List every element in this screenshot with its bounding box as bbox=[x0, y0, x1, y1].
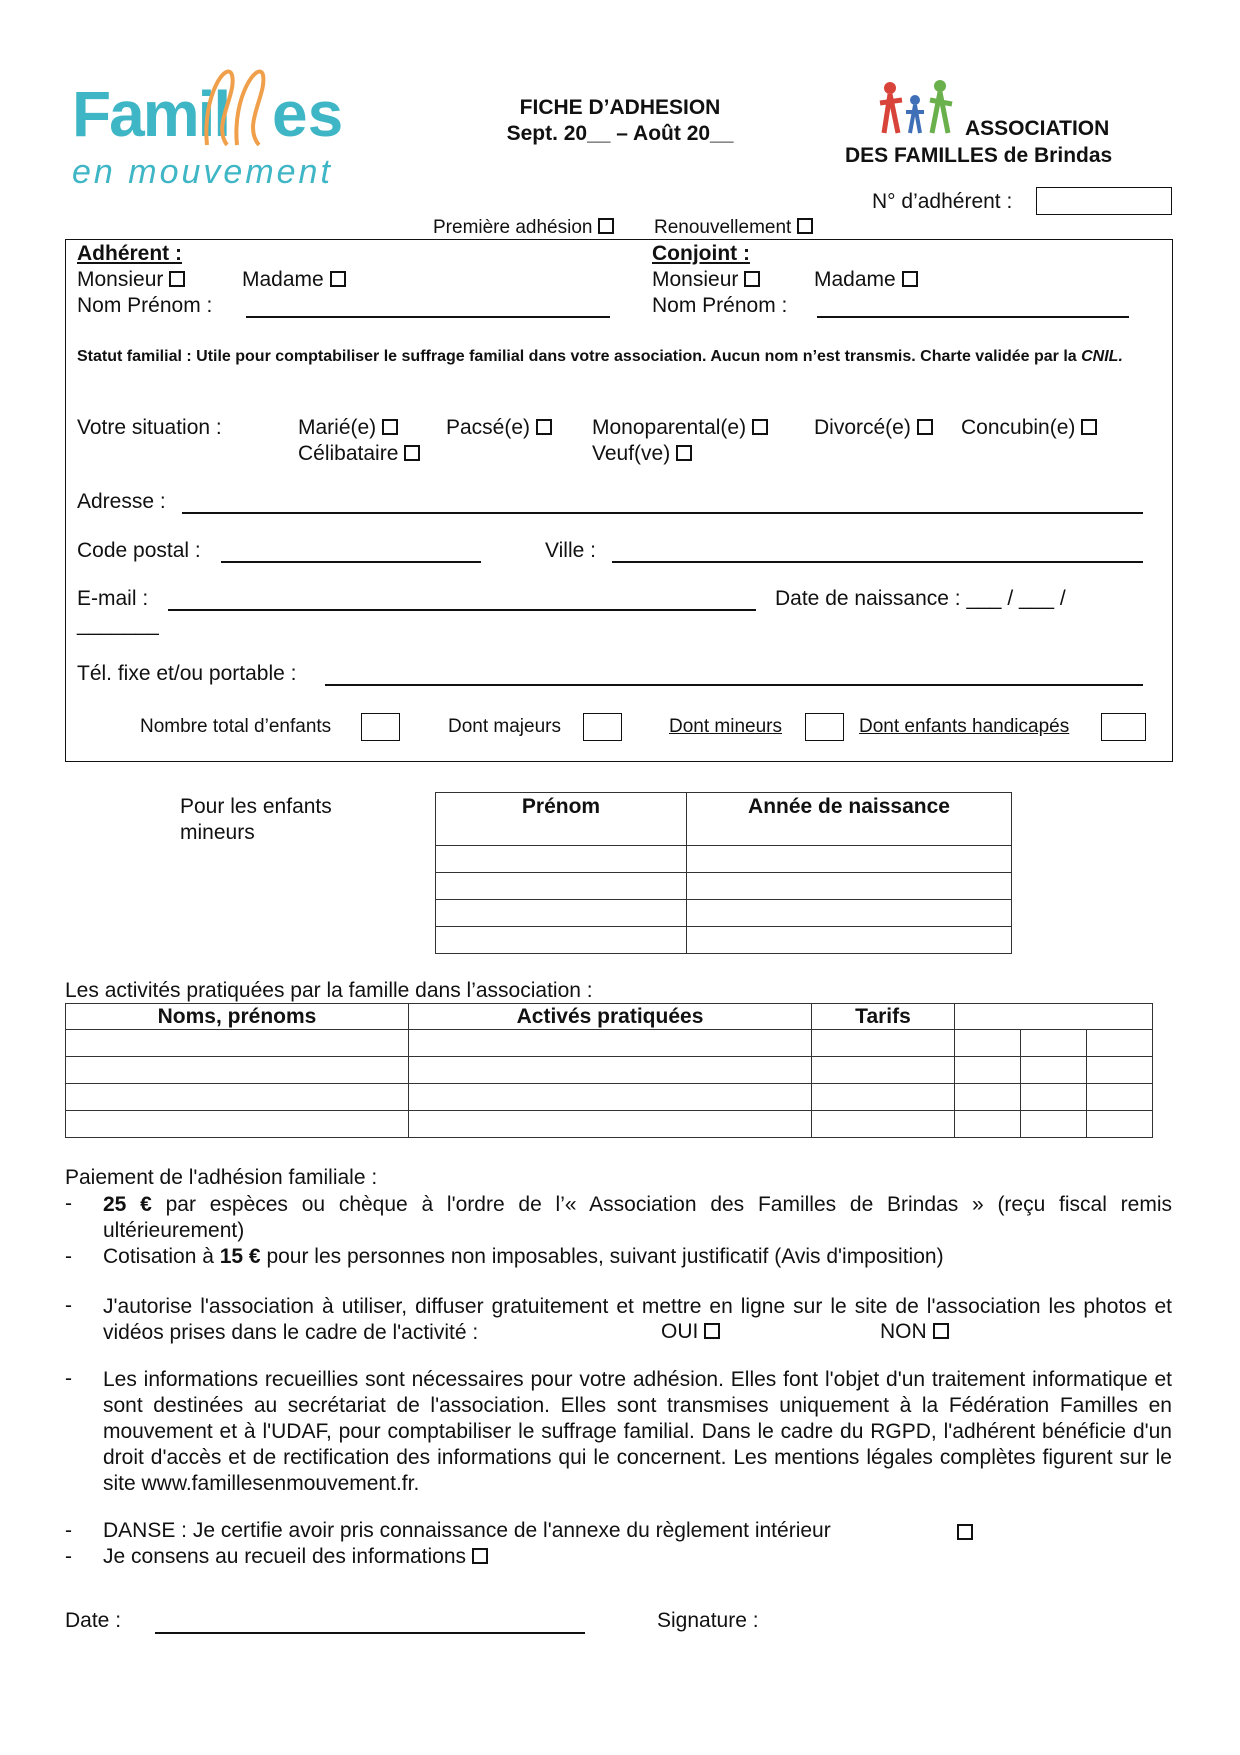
association-name-1: ASSOCIATION bbox=[965, 117, 1110, 140]
conjoint-monsieur-label: Monsieur bbox=[652, 268, 739, 291]
table-row bbox=[66, 1111, 1153, 1138]
situation-widowed-label: Veuf(ve) bbox=[592, 442, 671, 465]
renewal-option[interactable] bbox=[654, 217, 813, 239]
table-cell[interactable] bbox=[409, 1030, 812, 1057]
conjoint-monsieur-option[interactable] bbox=[652, 268, 760, 292]
form-period: Sept. 20__ – Août 20__ bbox=[506, 122, 734, 145]
table-cell[interactable] bbox=[66, 1111, 409, 1138]
table-cell[interactable] bbox=[66, 1084, 409, 1111]
situation-cohabiting-checkbox[interactable] bbox=[1081, 419, 1097, 435]
payment-heading: Paiement de l'adhésion familiale : bbox=[65, 1166, 378, 1189]
payment-dash-1: - bbox=[65, 1192, 72, 1215]
table-cell[interactable] bbox=[1021, 1030, 1087, 1057]
logo-famil: Famil bbox=[72, 78, 230, 150]
children-total-label: Nombre total d’enfants bbox=[140, 716, 332, 737]
rgpd-text: Les informations recueillies sont nécessaires pour votre adhésion. Elles font l'objet d'un traitement informatique et sont destinées au secrétariat de l'association. Elles sont transmises uniquement à la Fédération Familles en mouvement et à l'UDAF, pour comptabiliser le suffrage familial. Dans le cadre du RGPD, l'adhérent bénéficie d'un droit d'accès et de rectification des informations qui le concernent. Les mentions légales complètes figurent sur le site www.famillesenmouvement.fr. bbox=[103, 1368, 1172, 1495]
table-cell[interactable] bbox=[436, 927, 687, 954]
activities-header-activities: Activés pratiquées bbox=[409, 1004, 812, 1030]
table-cell[interactable] bbox=[409, 1057, 812, 1084]
activities-table bbox=[65, 1003, 1153, 1138]
minors-header-firstname: Prénom bbox=[436, 793, 687, 846]
table-row bbox=[436, 900, 1012, 927]
statut-text: Utile pour comptabiliser le suffrage familial dans votre association. Aucun nom n’est transmis. Charte validée par la bbox=[196, 348, 1082, 365]
table-cell[interactable] bbox=[1087, 1030, 1153, 1057]
situation-pacs-checkbox[interactable] bbox=[536, 419, 552, 435]
conjoint-name-field[interactable] bbox=[817, 316, 1129, 318]
situation-single-checkbox[interactable] bbox=[404, 445, 420, 461]
adherent-name-label: Nom Prénom : bbox=[77, 294, 213, 317]
situation-widowed[interactable] bbox=[592, 442, 692, 466]
adherent-name-field[interactable] bbox=[246, 316, 610, 318]
adherent-madame-option[interactable] bbox=[242, 268, 346, 292]
payment-amount-15: 15 € bbox=[219, 1245, 261, 1268]
situation-widowed-checkbox[interactable] bbox=[676, 445, 692, 461]
situation-married[interactable] bbox=[298, 416, 398, 440]
children-total-input[interactable] bbox=[361, 713, 400, 741]
email-label: E-mail : bbox=[77, 587, 149, 610]
table-row bbox=[436, 927, 1012, 954]
payment-item-1 bbox=[103, 1192, 1172, 1244]
table-cell[interactable] bbox=[1087, 1057, 1153, 1084]
dance-consent-checkbox[interactable] bbox=[957, 1524, 973, 1540]
adherent-heading: Adhérent : bbox=[77, 242, 182, 265]
table-row bbox=[66, 1057, 1153, 1084]
conjoint-name-label: Nom Prénom : bbox=[652, 294, 788, 317]
renewal-checkbox[interactable] bbox=[797, 218, 813, 234]
member-number-label: N° d’adhérent : bbox=[872, 190, 1013, 213]
table-cell[interactable] bbox=[812, 1111, 955, 1138]
statut-label: Statut familial : bbox=[77, 348, 192, 365]
situation-label: Votre situation : bbox=[77, 416, 222, 439]
conjoint-madame-label: Madame bbox=[814, 268, 896, 291]
payment-amount-25: 25 € bbox=[103, 1193, 152, 1216]
table-cell[interactable] bbox=[409, 1111, 812, 1138]
logo-subtitle: en mouvement bbox=[72, 153, 333, 191]
conjoint-heading: Conjoint : bbox=[652, 242, 750, 265]
table-cell[interactable] bbox=[66, 1030, 409, 1057]
payment-item-2-pre: Cotisation à bbox=[103, 1245, 220, 1268]
birth-date-field[interactable]: Date de naissance : ___ / ___ / bbox=[775, 587, 1066, 610]
photo-consent-yes-label: OUI bbox=[661, 1320, 699, 1343]
table-cell[interactable] bbox=[955, 1111, 1021, 1138]
table-cell[interactable] bbox=[955, 1084, 1021, 1111]
email-field[interactable] bbox=[168, 609, 756, 611]
children-disabled-input[interactable] bbox=[1101, 713, 1146, 741]
collect-consent-option[interactable] bbox=[103, 1545, 488, 1569]
table-cell[interactable] bbox=[812, 1030, 955, 1057]
situation-married-checkbox[interactable] bbox=[382, 419, 398, 435]
city-label: Ville : bbox=[545, 539, 596, 562]
situation-divorced-checkbox[interactable] bbox=[917, 419, 933, 435]
children-adults-input[interactable] bbox=[583, 713, 622, 741]
situation-single-parent-checkbox[interactable] bbox=[752, 419, 768, 435]
first-membership-label: Première adhésion bbox=[433, 217, 593, 238]
adherent-madame-checkbox[interactable] bbox=[330, 271, 346, 287]
postal-code-label: Code postal : bbox=[77, 539, 201, 562]
activities-header-prices: Tarifs bbox=[812, 1004, 955, 1030]
payment-item-2-text: pour les personnes non imposables, suivant justificatif (Avis d'imposition) bbox=[260, 1245, 944, 1268]
postal-code-field[interactable] bbox=[221, 561, 481, 563]
minors-side-label-2: mineurs bbox=[180, 821, 255, 844]
children-minors-label: Dont mineurs bbox=[669, 716, 782, 737]
table-cell[interactable] bbox=[812, 1084, 955, 1111]
conjoint-madame-option[interactable] bbox=[814, 268, 918, 292]
address-label: Adresse : bbox=[77, 490, 166, 513]
situation-single-label: Célibataire bbox=[298, 442, 399, 465]
rgpd-dash: - bbox=[65, 1367, 72, 1390]
photo-consent-no-label: NON bbox=[880, 1320, 927, 1343]
first-membership-checkbox[interactable] bbox=[598, 218, 614, 234]
table-cell[interactable] bbox=[687, 873, 1012, 900]
photo-dash: - bbox=[65, 1294, 72, 1317]
children-adults-label: Dont majeurs bbox=[448, 716, 561, 737]
activities-header-names: Noms, prénoms bbox=[66, 1004, 409, 1030]
minors-table bbox=[435, 792, 1012, 954]
collect-consent-label: Je consens au recueil des informations bbox=[103, 1545, 467, 1568]
date-label: Date : bbox=[65, 1609, 122, 1632]
photo-consent-text: J'autorise l'association à utiliser, diffuser gratuitement et mettre en ligne sur le site de l'association les photos et vidéos prises dans le cadre de l'activité : bbox=[103, 1295, 1172, 1344]
conjoint-monsieur-checkbox[interactable] bbox=[744, 271, 760, 287]
phone-field[interactable] bbox=[325, 684, 1143, 686]
table-cell[interactable] bbox=[1087, 1111, 1153, 1138]
first-membership-option[interactable] bbox=[433, 217, 614, 239]
children-minors-input[interactable] bbox=[805, 713, 844, 741]
table-cell[interactable] bbox=[1021, 1111, 1087, 1138]
form-title: FICHE D’ADHESION bbox=[519, 96, 721, 119]
table-cell[interactable] bbox=[436, 873, 687, 900]
member-number-input[interactable] bbox=[1036, 187, 1172, 215]
table-cell[interactable] bbox=[1021, 1084, 1087, 1111]
photo-consent-no-checkbox[interactable] bbox=[933, 1323, 949, 1339]
statut-familial-note bbox=[77, 346, 1159, 368]
activities-header-empty bbox=[955, 1004, 1153, 1030]
payment-item-2 bbox=[103, 1245, 1172, 1269]
dance-dash: - bbox=[65, 1519, 72, 1542]
payment-item-1-text: par espèces ou chèque à l'ordre de l’« Association des Familles de Brindas » (reçu fiscal remis ultérieurement) bbox=[103, 1193, 1173, 1242]
collect-dash: - bbox=[65, 1545, 72, 1568]
date-field[interactable] bbox=[155, 1632, 585, 1634]
table-cell[interactable] bbox=[687, 927, 1012, 954]
adherent-monsieur-checkbox[interactable] bbox=[169, 271, 185, 287]
situation-cohabiting[interactable] bbox=[961, 416, 1097, 440]
table-cell[interactable] bbox=[1087, 1084, 1153, 1111]
table-row bbox=[66, 1084, 1153, 1111]
statut-cnil: CNIL. bbox=[1081, 348, 1123, 365]
table-cell[interactable] bbox=[409, 1084, 812, 1111]
city-field[interactable] bbox=[612, 561, 1143, 563]
association-name-2: DES FAMILLES de Brindas bbox=[845, 144, 1113, 167]
table-row bbox=[66, 1030, 1153, 1057]
table-cell[interactable] bbox=[436, 900, 687, 927]
birth-date-year[interactable]: _______ bbox=[77, 613, 159, 636]
payment-dash-2: - bbox=[65, 1245, 72, 1268]
situation-married-label: Marié(e) bbox=[298, 416, 377, 439]
situation-single-parent-label: Monoparental(e) bbox=[592, 416, 747, 439]
photo-consent-yes[interactable] bbox=[657, 1320, 720, 1344]
phone-label: Tél. fixe et/ou portable : bbox=[77, 662, 297, 685]
minors-side-label-1: Pour les enfants bbox=[180, 795, 332, 818]
dance-consent-text: DANSE : Je certifie avoir pris connaissance de l'annexe du règlement intérieur bbox=[103, 1519, 831, 1542]
situation-cohabiting-label: Concubin(e) bbox=[961, 416, 1076, 439]
table-cell[interactable] bbox=[66, 1057, 409, 1084]
activities-intro: Les activités pratiquées par la famille dans l’association : bbox=[65, 979, 593, 1002]
collect-consent-checkbox[interactable] bbox=[472, 1548, 488, 1564]
children-disabled-label: Dont enfants handicapés bbox=[859, 716, 1070, 737]
table-cell[interactable] bbox=[687, 846, 1012, 873]
logo bbox=[72, 55, 342, 195]
table-row bbox=[436, 846, 1012, 873]
minors-header-birthyear: Année de naissance bbox=[687, 793, 1012, 846]
photo-consent-no[interactable] bbox=[880, 1320, 949, 1344]
address-field[interactable] bbox=[182, 512, 1143, 514]
conjoint-madame-checkbox[interactable] bbox=[902, 271, 918, 287]
family-figures-icon bbox=[870, 78, 960, 138]
adherent-monsieur-label: Monsieur bbox=[77, 268, 164, 291]
table-cell[interactable] bbox=[955, 1030, 1021, 1057]
situation-pacs-label: Pacsé(e) bbox=[446, 416, 531, 439]
signature-label: Signature : bbox=[657, 1609, 759, 1632]
table-row bbox=[436, 873, 1012, 900]
table-cell[interactable] bbox=[1021, 1057, 1087, 1084]
table-cell[interactable] bbox=[955, 1057, 1021, 1084]
table-cell[interactable] bbox=[687, 900, 1012, 927]
situation-single[interactable] bbox=[298, 442, 420, 466]
adherent-monsieur-option[interactable] bbox=[77, 268, 185, 292]
table-cell[interactable] bbox=[812, 1057, 955, 1084]
renewal-label: Renouvellement bbox=[654, 217, 792, 238]
logo-es: es bbox=[272, 78, 344, 150]
situation-divorced[interactable] bbox=[814, 416, 933, 440]
table-cell[interactable] bbox=[436, 846, 687, 873]
situation-divorced-label: Divorcé(e) bbox=[814, 416, 911, 439]
situation-pacs[interactable] bbox=[446, 416, 552, 440]
photo-consent-yes-checkbox[interactable] bbox=[704, 1323, 720, 1339]
situation-single-parent[interactable] bbox=[592, 416, 768, 440]
adherent-madame-label: Madame bbox=[242, 268, 324, 291]
